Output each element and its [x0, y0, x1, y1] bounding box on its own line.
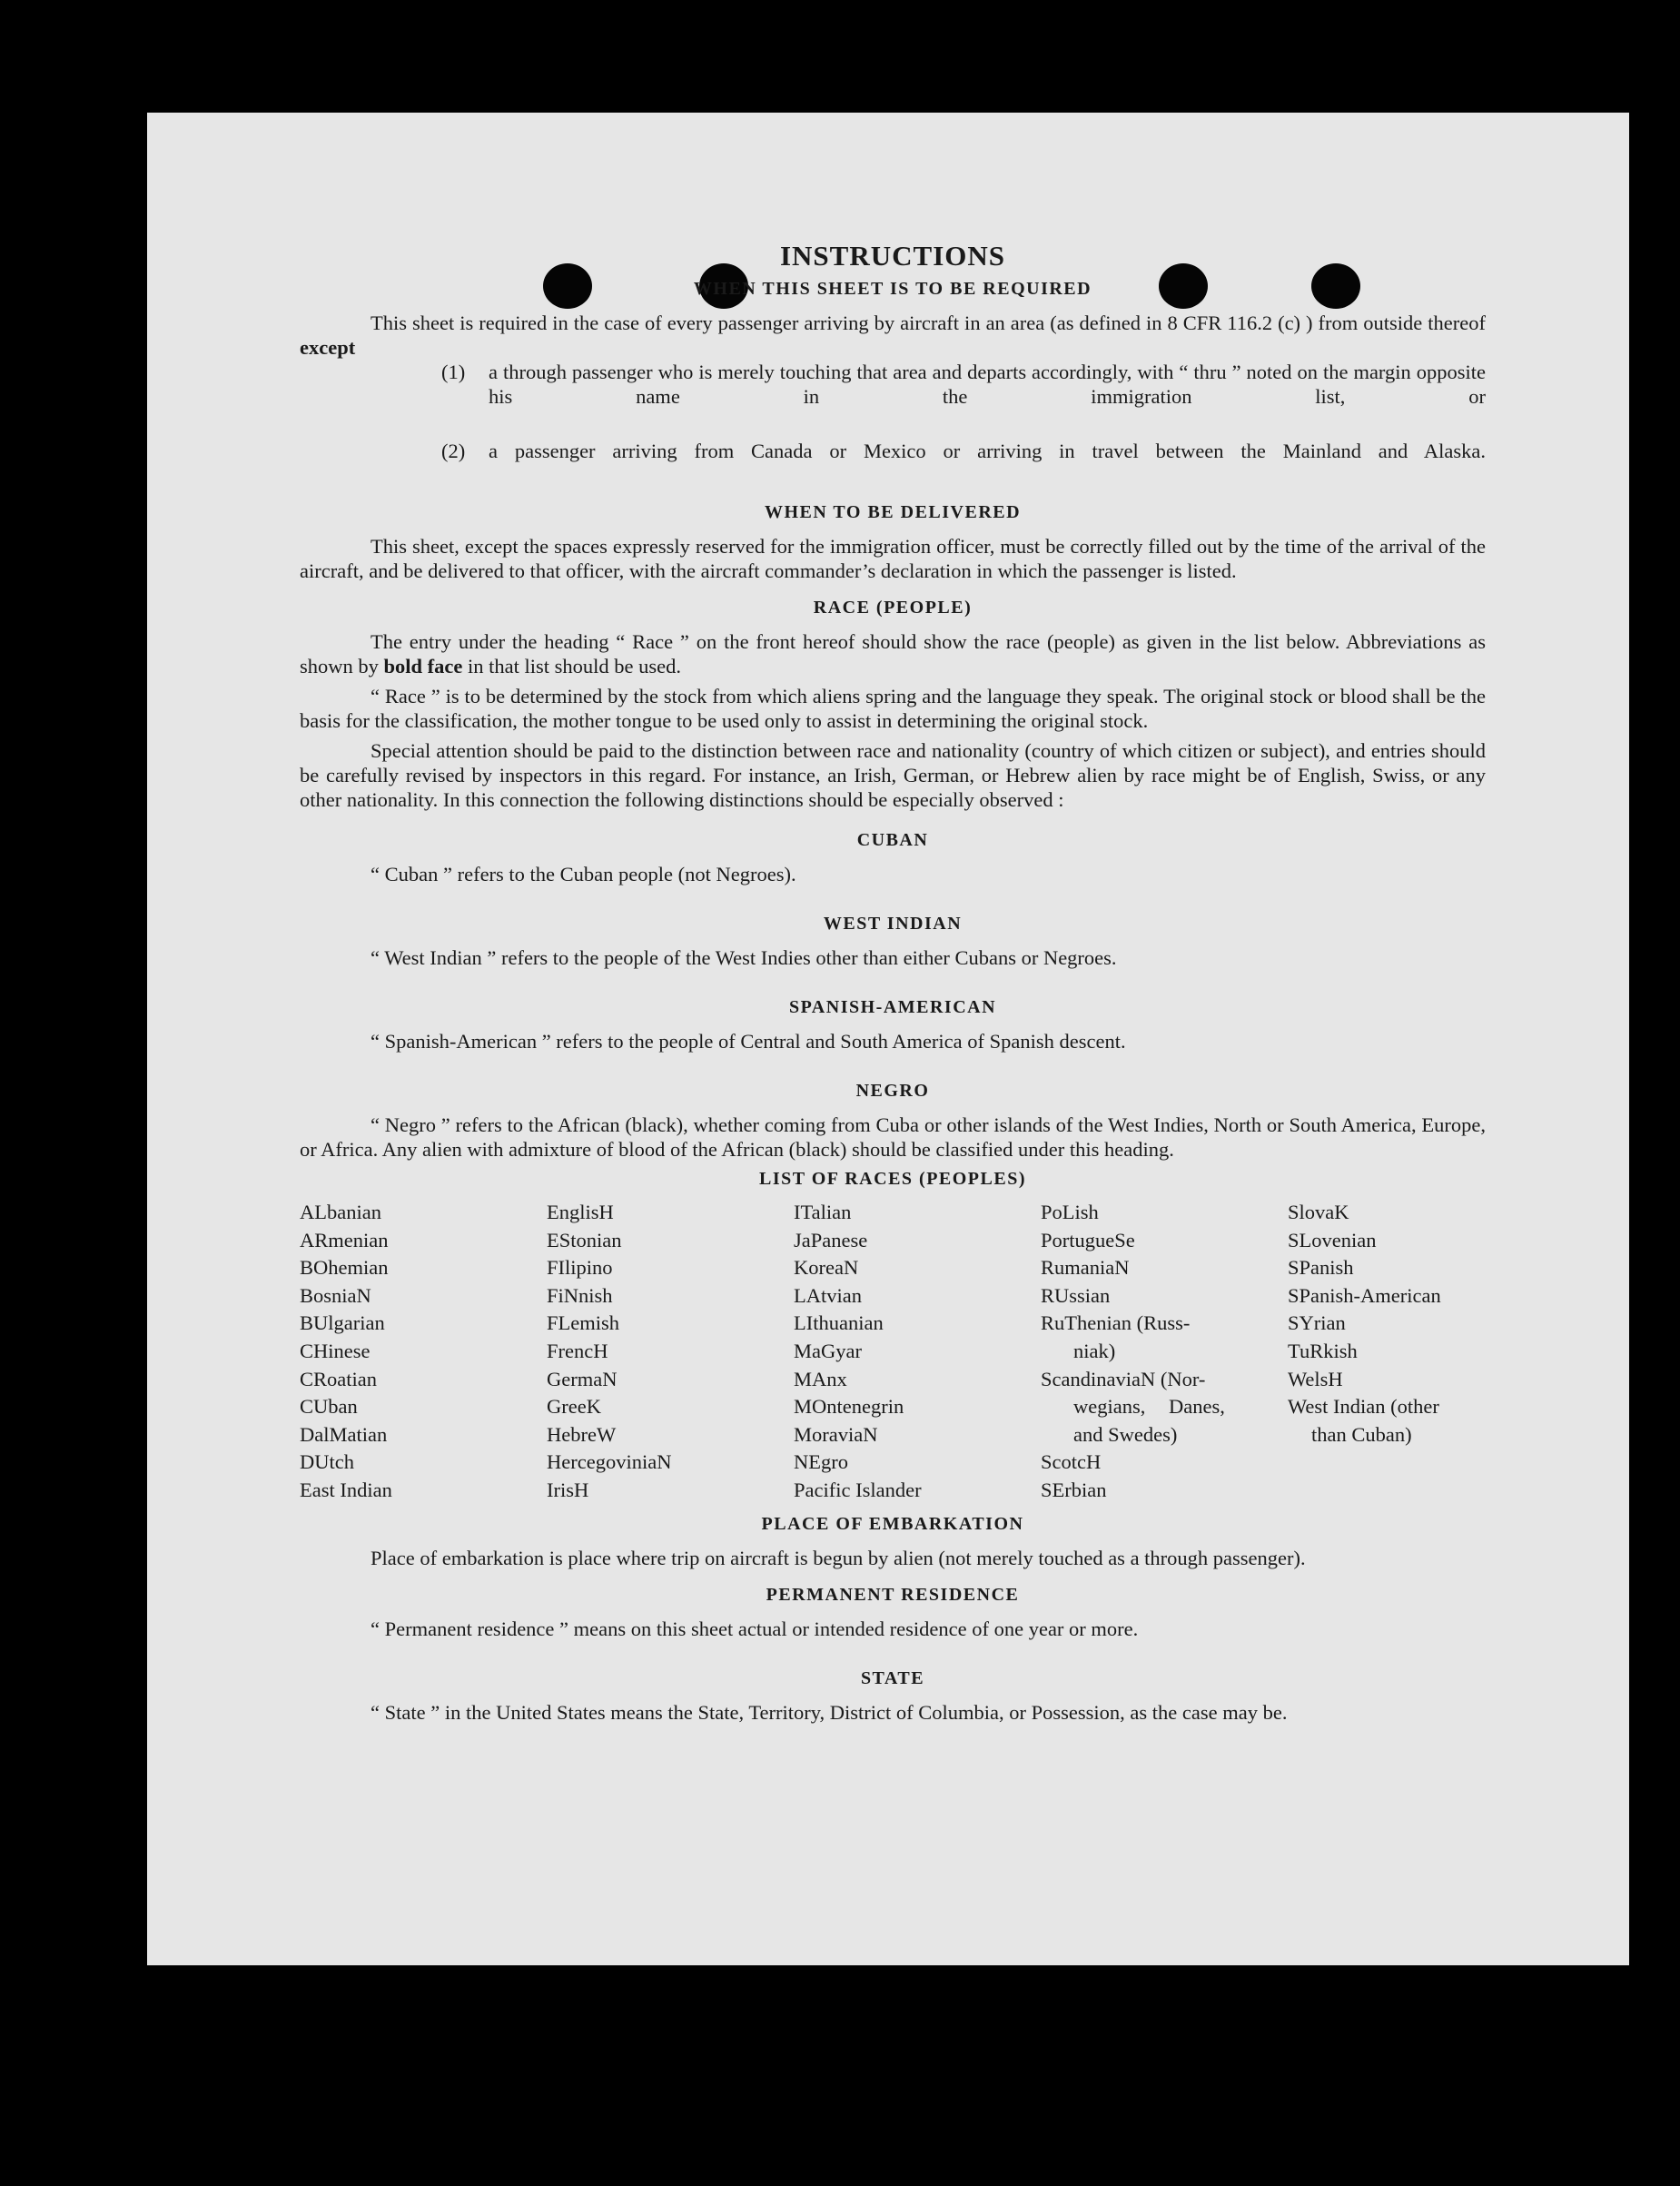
race-entry: TuRkish	[1288, 1339, 1358, 1362]
negro-paragraph: “ Negro ” refers to the African (black), whether coming from Cuba or other islands of the West Indies, North or South America, Europe, or Africa. Any alien with admixture of blood of the African (black) should be classified under this heading.	[300, 1113, 1486, 1161]
races-column	[794, 1199, 1041, 1505]
race-entry: ARmenian	[300, 1228, 389, 1251]
race-entry: PoLish	[1041, 1201, 1099, 1223]
race-entry: LIthuanian	[794, 1311, 884, 1335]
race-entry: West Indian (other	[1288, 1395, 1439, 1419]
race-entry: and Swedes)	[1073, 1422, 1178, 1446]
races-column	[300, 1199, 547, 1505]
section-heading-state: STATE	[860, 1667, 925, 1688]
race-entry: FrencH	[547, 1339, 608, 1362]
page-title: INSTRUCTIONS	[779, 240, 1005, 272]
races-list	[300, 1199, 1486, 1505]
race-entry: MaGyar	[794, 1339, 862, 1362]
list-of-races-heading: LIST OF RACES (PEOPLES)	[758, 1169, 1026, 1189]
section-heading-residence: PERMANENT RESIDENCE	[766, 1584, 1020, 1605]
race-entry: CHinese	[300, 1339, 371, 1362]
race-entry: than Cuban)	[1311, 1422, 1412, 1446]
race-entry: RuThenian (Russ-	[1041, 1311, 1191, 1335]
race-entry: HercegoviniaN	[547, 1450, 672, 1474]
race-entry: FLemish	[547, 1311, 620, 1335]
race-entry: PortugueSe	[1041, 1228, 1135, 1251]
race-entry: SPanish-American	[1288, 1283, 1441, 1307]
race-entry: ScotcH	[1041, 1450, 1102, 1474]
race-entry: BosniaN	[300, 1283, 371, 1307]
race-entry: SYrian	[1288, 1311, 1346, 1335]
section-heading-required: WHEN THIS SHEET IS TO BE REQUIRED	[693, 279, 1092, 299]
race-entry: SLovenian	[1288, 1228, 1377, 1251]
race-paragraph-3: Special attention should be paid to the distinction between race and nationality (country of which citizen or subject), and entries should be carefully revised by inspectors in this regard. For instance, an Irish, German, or Hebrew alien by race might be of English, Swiss, or any other nationality. In this connection the following distinctions should be especially observed :	[300, 739, 1486, 811]
race-entry: FiNnish	[547, 1283, 613, 1307]
spanish-american-paragraph: “ Spanish-American ” refers to the people of Central and South America of Spanish descent.	[371, 1030, 1126, 1053]
race-entry: wegians, Danes,	[1073, 1395, 1225, 1419]
race-entry: Pacific Islander	[794, 1478, 922, 1501]
race-entry: JaPanese	[794, 1228, 868, 1251]
race-entry: HebreW	[547, 1422, 617, 1446]
race-entry: WelsH	[1288, 1367, 1343, 1390]
section-heading-delivered: WHEN TO BE DELIVERED	[764, 502, 1022, 522]
race-entry: EStonian	[547, 1228, 622, 1251]
exception-item: (2) a passenger arriving from Canada or Mexico or arriving in travel between the Mainland and Alaska.	[441, 440, 1486, 462]
section-heading-race: RACE (PEOPLE)	[813, 598, 973, 618]
races-column	[1041, 1199, 1288, 1505]
embarkation-paragraph: Place of embarkation is place where trip on aircraft is begun by alien (not merely touched as a through passenger).	[371, 1546, 1306, 1569]
race-entry: MoraviaN	[794, 1422, 878, 1446]
race-entry: GermaN	[547, 1367, 618, 1390]
section-heading-west-indian: WEST INDIAN	[823, 914, 963, 934]
race-entry: niak)	[1073, 1339, 1116, 1362]
instructions-content	[300, 240, 1486, 1725]
race-entry: ALbanian	[300, 1201, 381, 1223]
race-entry: SErbian	[1041, 1478, 1107, 1501]
section-heading-negro: NEGRO	[855, 1081, 930, 1101]
race-entry: GreeK	[547, 1395, 601, 1419]
race-paragraph-2: “ Race ” is to be determined by the stock from which aliens spring and the language they speak. The original stock or blood shall be the basis for the classification, the mother tongue to be used only to assist in determining the original stock.	[300, 685, 1486, 732]
race-entry: MAnx	[794, 1367, 847, 1390]
race-entry: DUtch	[300, 1450, 354, 1474]
required-paragraph: This sheet is required in the case of every passenger arriving by aircraft in an area (as defined in 8 CFR 116.2 (c) ) from outside thereof except	[300, 312, 1486, 359]
race-entry: FIlipino	[547, 1256, 613, 1280]
races-column	[1288, 1199, 1486, 1505]
race-entry: LAtvian	[794, 1283, 862, 1307]
cuban-paragraph: “ Cuban ” refers to the Cuban people (not Negroes).	[371, 863, 796, 885]
race-entry: RUssian	[1041, 1283, 1111, 1307]
west-indian-paragraph: “ West Indian ” refers to the people of the West Indies other than either Cubans or Negroes.	[371, 946, 1117, 969]
race-entry: SPanish	[1288, 1256, 1354, 1280]
race-entry: RumaniaN	[1041, 1256, 1130, 1280]
race-entry: SlovaK	[1288, 1201, 1349, 1223]
race-entry: NEgro	[794, 1450, 848, 1474]
delivered-paragraph: This sheet, except the spaces expressly reserved for the immigration officer, must be correctly filled out by the time of the arrival of the aircraft, and be delivered to that officer, with the aircraft commander’s declaration in which the passenger is listed.	[300, 535, 1486, 582]
race-entry: BOhemian	[300, 1256, 389, 1280]
race-entry: BUlgarian	[300, 1311, 385, 1335]
section-heading-cuban: CUBAN	[856, 830, 929, 850]
race-entry: ScandinaviaN (Nor-	[1041, 1367, 1206, 1390]
race-entry: CRoatian	[300, 1367, 377, 1390]
section-heading-spanish-american: SPANISH-AMERICAN	[788, 997, 997, 1017]
residence-paragraph: “ Permanent residence ” means on this sheet actual or intended residence of one year or more.	[371, 1617, 1139, 1640]
race-entry: EnglisH	[547, 1201, 614, 1223]
race-entry: East Indian	[300, 1478, 392, 1501]
exception-item: (1) a through passenger who is merely touching that area and departs accordingly, with “ thru ” noted on the margin opposite his name in the immigration list, or	[441, 361, 1486, 408]
races-column	[547, 1199, 794, 1505]
race-paragraph-1: The entry under the heading “ Race ” on the front hereof should show the race (people) as given in the list below. Abbreviations as shown by bold face in that list should be used.	[300, 630, 1486, 678]
section-heading-embarkation: PLACE OF EMBARKATION	[761, 1513, 1024, 1534]
state-paragraph: “ State ” in the United States means the State, Territory, District of Columbia, or Possession, as the case may be.	[371, 1700, 1288, 1724]
race-entry: IrisH	[547, 1478, 589, 1501]
race-entry: KoreaN	[794, 1256, 859, 1280]
race-entry: CUban	[300, 1395, 358, 1419]
race-entry: DalMatian	[300, 1422, 388, 1446]
race-entry: MOntenegrin	[794, 1395, 904, 1419]
race-entry: ITalian	[794, 1201, 852, 1223]
